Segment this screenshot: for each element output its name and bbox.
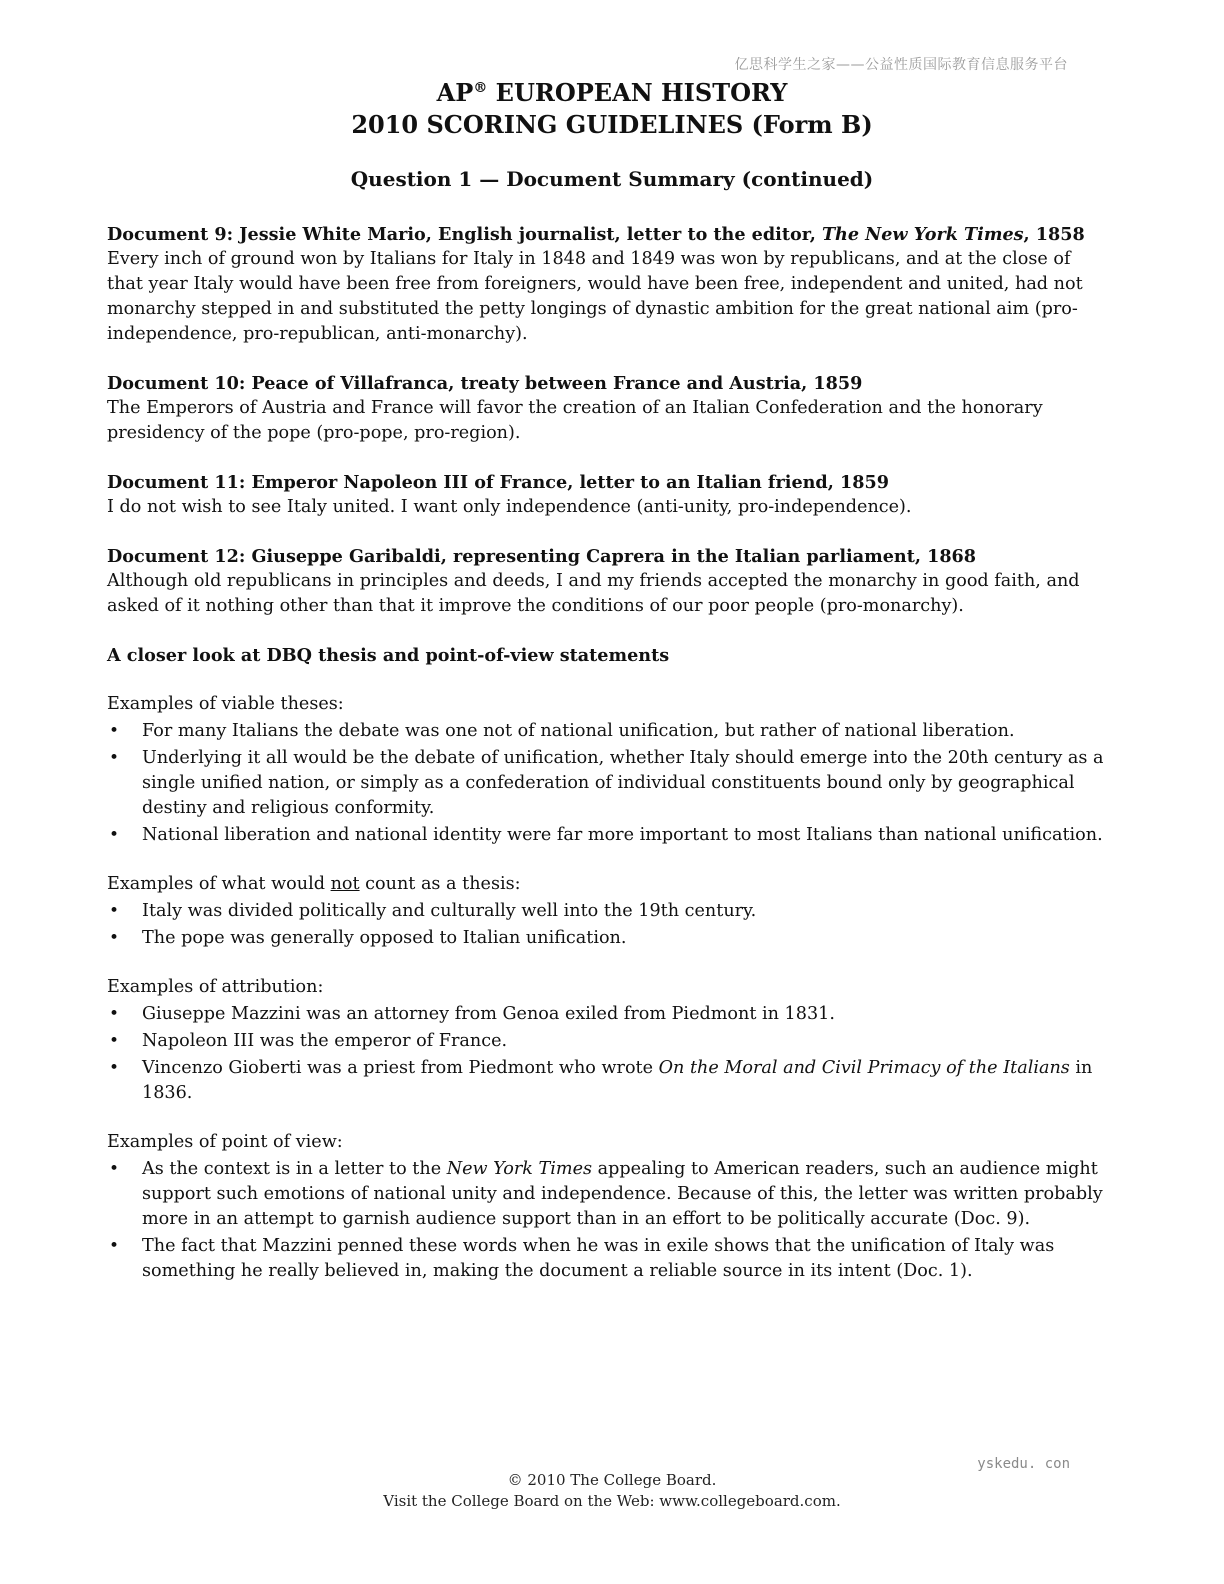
bullet-icon: • xyxy=(109,748,120,768)
list-item-text: For many Italians the debate was one not of national unification, but rather of national liberation. xyxy=(142,721,1015,741)
watermark-bottom: yskedu. con xyxy=(977,1456,1070,1472)
list-item-text: The fact that Mazzini penned these words when he was in exile shows that the unification of Italy was something he really believed in, making the document a reliable source in its intent (Doc. 1). xyxy=(142,1236,1055,1281)
document-body: The Emperors of Austria and France will favor the creation of an Italian Confederation and the honorary presidency of the pope (pro-pope, pro-region). xyxy=(107,398,1043,443)
list-item xyxy=(107,1056,1107,1106)
list-item-text-post: in 1836. xyxy=(142,1058,1093,1103)
list-item-italic-text: On the Moral and Civil Primacy of the Italians xyxy=(658,1058,1070,1078)
heading-italic-text: The New York Times xyxy=(821,224,1024,245)
list-item xyxy=(107,746,1107,821)
label-text: Examples of what would xyxy=(107,874,331,894)
document-body: Although old republicans in principles and deeds, I and my friends accepted the monarchy in good faith, and asked of it nothing other than that it improve the conditions of our poor people (pro-monarchy). xyxy=(107,571,1080,616)
list-item-text: Vincenzo Gioberti was a priest from Piedmont who wrote xyxy=(142,1058,659,1078)
point-of-view-label: Examples of point of view: xyxy=(107,1132,343,1152)
point-of-view-list xyxy=(107,1157,1107,1284)
list-item xyxy=(107,899,1107,924)
bullet-icon: • xyxy=(109,1004,120,1024)
footer-website: Visit the College Board on the Web: www.collegeboard.com. xyxy=(383,1492,841,1510)
watermark-top: 亿思科学生之家——公益性质国际教育信息服务平台 xyxy=(734,57,1068,73)
document-content xyxy=(107,222,1107,1308)
list-item-text-post: appealing to American readers, such an audience might support such emotions of national unity and independence. Because of this, the letter was written probably more in an attempt to garnish audience support than in an effort to be politically accurate (Doc. 9). xyxy=(142,1159,1103,1229)
attribution-list xyxy=(107,1002,1107,1106)
list-item-text: Underlying it all would be the debate of unification, whether Italy should emerge into the 20th century as a single unified nation, or simply as a confederation of individual constituents bound only by geographical destiny and religious conformity. xyxy=(142,748,1104,818)
document-heading: Document 11: Emperor Napoleon III of France, letter to an Italian friend, 1859 xyxy=(107,472,889,493)
label-text-post: count as a thesis: xyxy=(359,874,521,894)
label-underlined-text: not xyxy=(330,874,360,894)
list-item-text: As the context is in a letter to the xyxy=(142,1159,447,1179)
closer-look-heading: A closer look at DBQ thesis and point-of-view statements xyxy=(107,645,670,666)
list-item xyxy=(107,1002,1107,1027)
attribution-label: Examples of attribution: xyxy=(107,977,324,997)
footer-copyright: © 2010 The College Board. xyxy=(507,1471,717,1489)
not-thesis-label xyxy=(107,872,1107,897)
list-item-text: The pope was generally opposed to Italian unification. xyxy=(142,928,627,948)
heading-text: Document 9: Jessie White Mario, English journalist, letter to the editor, xyxy=(107,224,822,245)
document-10 xyxy=(107,371,1107,446)
document-heading: Document 10: Peace of Villafranca, treaty between France and Austria, 1859 xyxy=(107,373,863,394)
list-item xyxy=(107,926,1107,951)
document-heading: Document 12: Giuseppe Garibaldi, representing Caprera in the Italian parliament, 1868 xyxy=(107,546,977,567)
bullet-icon: • xyxy=(109,1031,120,1051)
bullet-icon: • xyxy=(109,901,120,921)
registered-mark: ® xyxy=(473,80,488,96)
bullet-icon: • xyxy=(109,825,120,845)
not-thesis-list xyxy=(107,899,1107,951)
list-item-text: National liberation and national identity were far more important to most Italians than national unification. xyxy=(142,825,1103,845)
document-heading xyxy=(107,222,1107,247)
bullet-icon: • xyxy=(109,721,120,741)
bullet-icon: • xyxy=(109,1058,120,1078)
viable-theses-label: Examples of viable theses: xyxy=(107,694,344,714)
page-title-line1 xyxy=(0,72,1224,109)
heading-text-post: , 1858 xyxy=(1023,224,1085,245)
bullet-icon: • xyxy=(109,1159,120,1179)
document-body: I do not wish to see Italy united. I want only independence (anti-unity, pro-independence). xyxy=(107,497,912,517)
bullet-icon: • xyxy=(109,928,120,948)
list-item xyxy=(107,1157,1107,1232)
list-item xyxy=(107,1029,1107,1054)
question-title: Question 1 — Document Summary (continued) xyxy=(350,167,874,191)
list-item-text: Giuseppe Mazzini was an attorney from Genoa exiled from Piedmont in 1831. xyxy=(142,1004,835,1024)
title-subject: EUROPEAN HISTORY xyxy=(487,78,788,107)
list-item-text: Italy was divided politically and culturally well into the 19th century. xyxy=(142,901,757,921)
page-title-line2: 2010 SCORING GUIDELINES (Form B) xyxy=(351,110,873,139)
document-12 xyxy=(107,544,1107,619)
page-footer xyxy=(0,1470,1224,1512)
list-item xyxy=(107,719,1107,744)
list-item-italic-text: New York Times xyxy=(446,1159,593,1179)
title-ap: AP xyxy=(436,78,474,107)
viable-theses-list xyxy=(107,719,1107,848)
bullet-icon: • xyxy=(109,1236,120,1256)
list-item-text: Napoleon III was the emperor of France. xyxy=(142,1031,508,1051)
list-item xyxy=(107,823,1107,848)
list-item xyxy=(107,1234,1107,1284)
document-9 xyxy=(107,222,1107,347)
page-header xyxy=(0,72,1224,141)
document-body: Every inch of ground won by Italians for Italy in 1848 and 1849 was won by republicans, and at the close of that year Italy would have been free from foreigners, would have been free, independent and united, had not monarchy stepped in and substituted the petty longings of dynastic ambition for the great national aim (pro-independence, pro-republican, anti-monarchy). xyxy=(107,249,1083,344)
document-11 xyxy=(107,470,1107,520)
